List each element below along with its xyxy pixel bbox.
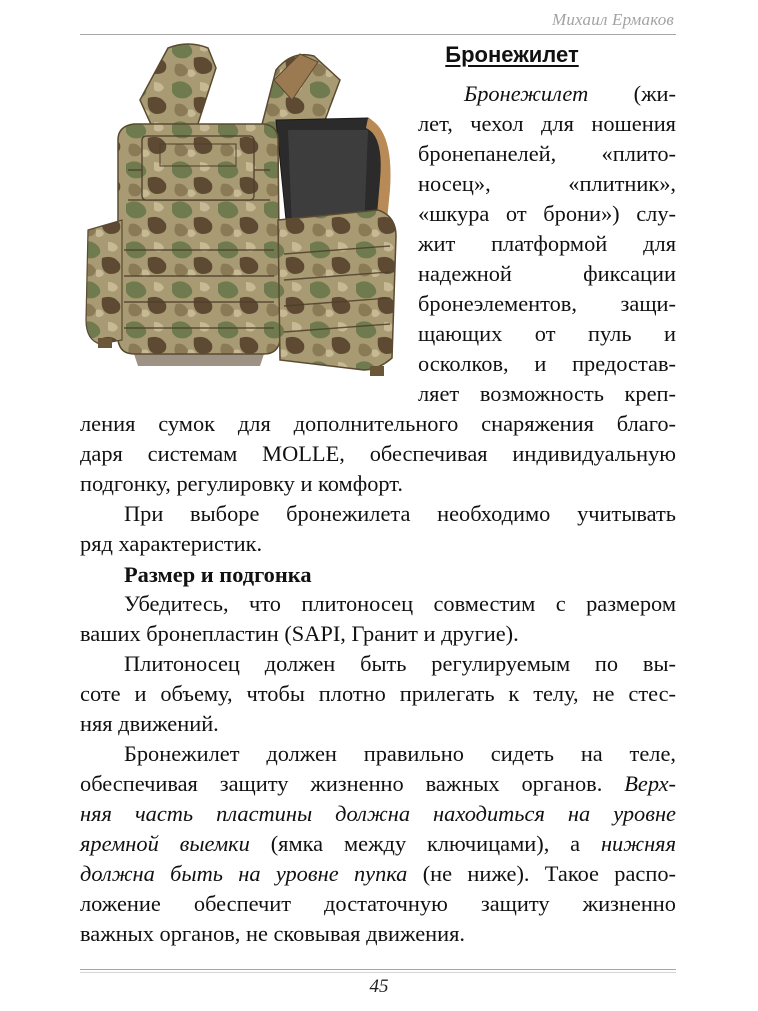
text-line: ложение обеспечит достаточную защиту жизненно — [80, 891, 676, 916]
text-line: «шкура от брони») слу- — [418, 201, 676, 226]
text-line: обеспечивая защиту жизненно важных органов. Верх- — [80, 771, 676, 796]
running-head: Михаил Ермаков — [551, 10, 674, 29]
text-line: ваших бронепластин (SAPI, Гранит и другие). — [80, 621, 519, 646]
text-line: лет, чехол для ношения — [418, 111, 676, 136]
text-line: При выборе бронежилета необходимо учитывать — [124, 501, 676, 526]
text-line: осколков, и предостав- — [418, 351, 676, 376]
text-line: подгонку, регулировку и комфорт. — [80, 471, 403, 496]
text-line: ления сумок для дополнительного снаряжения благо- — [80, 411, 676, 436]
footer-rule-secondary — [80, 972, 676, 973]
section-title: Размер и подгонка — [124, 562, 312, 587]
text-line: ляет возможность креп- — [418, 381, 676, 406]
text-line: щающих от пуль и — [418, 321, 676, 346]
text-line: Бронежилет (жи- — [464, 81, 676, 106]
header-rule — [80, 34, 676, 35]
text-line: соте и объему, чтобы плотно прилегать к телу, не стес- — [80, 681, 676, 706]
text-line: важных органов, не сковывая движения. — [80, 921, 466, 946]
plate-carrier-vest-image — [78, 40, 408, 395]
text-line: ряд характеристик. — [80, 531, 263, 556]
text-line: Плитоносец должен быть регулируемым по вы- — [124, 651, 676, 676]
page-number: 45 — [369, 976, 389, 997]
text-line: носец», «плитник», — [418, 171, 676, 196]
text-line: бронеэлементов, защи- — [418, 291, 676, 316]
text-line: надежной фиксации — [418, 261, 676, 286]
text-line: няя часть пластины должна находиться на уровне — [80, 801, 676, 826]
article-title: Бронежилет — [445, 42, 579, 67]
text-line: даря системам MOLLE, обеспечивая индивидуальную — [80, 441, 676, 466]
text-line: няя движений. — [80, 711, 219, 736]
footer-rule — [80, 969, 676, 970]
text-line: яремной выемки (ямка между ключицами), а нижняя — [80, 831, 676, 856]
text-line: бронепанелей, «плито- — [418, 141, 676, 166]
text-line: Убедитесь, что плитоносец совместим с размером — [124, 591, 676, 616]
text-line: Бронежилет должен правильно сидеть на теле, — [124, 741, 676, 766]
text-line: жит платформой для — [418, 231, 676, 256]
text-line: должна быть на уровне пупка (не ниже). Такое распо- — [80, 861, 677, 886]
